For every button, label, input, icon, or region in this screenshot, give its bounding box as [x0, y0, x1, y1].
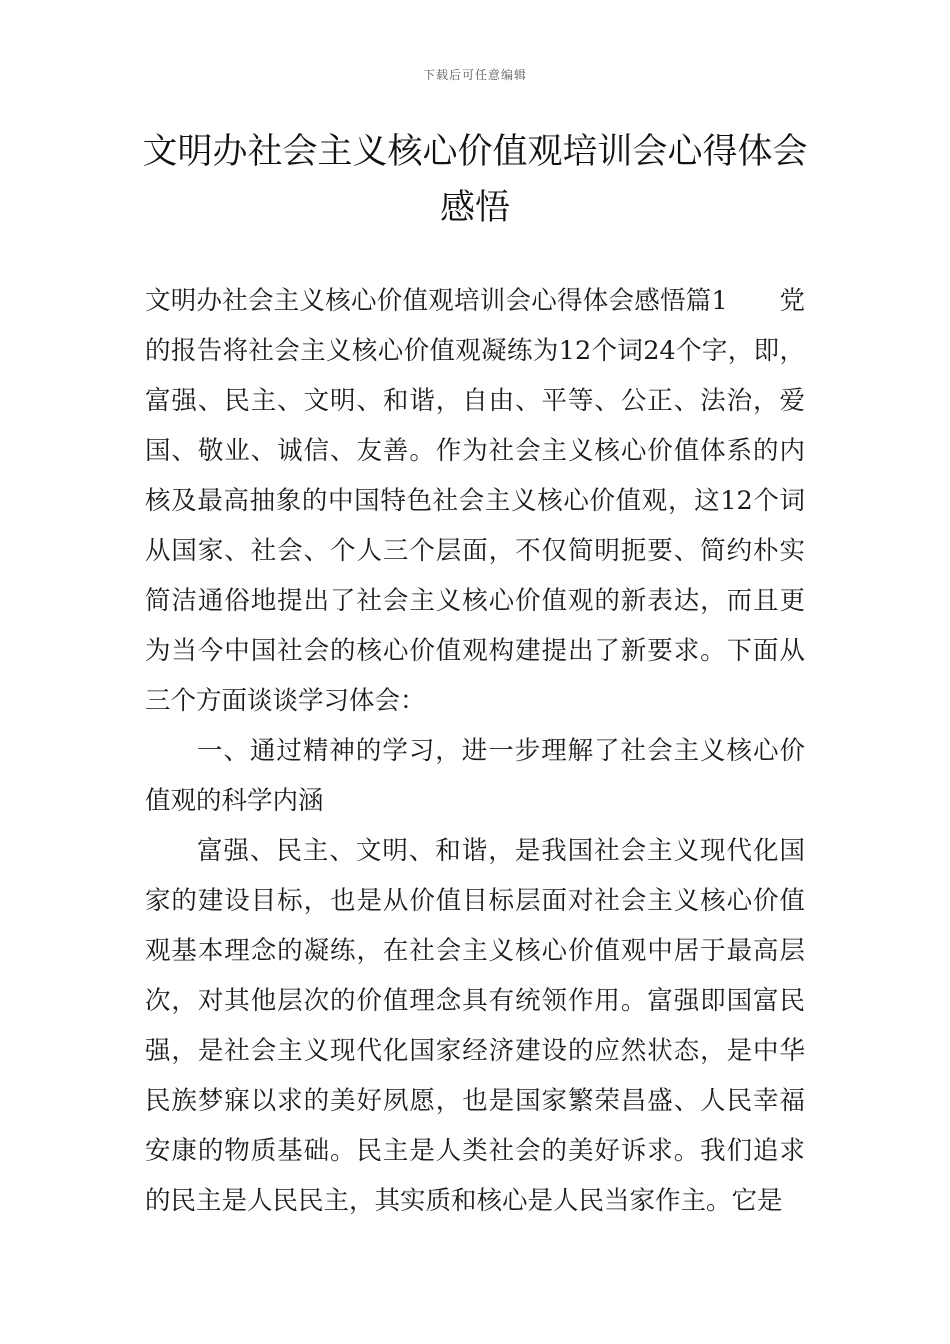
paragraph-intro: 文明办社会主义核心价值观培训会心得体会感悟篇1 党的报告将社会主义核心价值观凝练为12个词24个字，即，富强、民主、文明、和谐，自由、平等、公正、法治，爱国、敬业、诚信、友善。作为社会主义核心价值体系的内核及最高抽象的中国特色社会主义核心价值观，这12个词从国家、社会、个人三个层面，不仅简明扼要、简约朴实简洁通俗地提出了社会主义核心价值观的新表达，而且更为当今中国社会的核心价值观构建提出了新要求。下面从三个方面谈谈学习体会： — [145, 286, 805, 716]
paragraph-section-heading: 一、通过精神的学习，进一步理解了社会主义核心价值观的科学内涵 — [145, 736, 805, 816]
header-note: 下载后可任意编辑 — [422, 68, 527, 82]
document-title: 文明办社会主义核心价值观培训会心得体会感悟 — [142, 132, 808, 228]
paragraph-body: 富强、民主、文明、和谐，是我国社会主义现代化国家的建设目标，也是从价值目标层面对社会主义核心价值观基本理念的凝练，在社会主义核心价值观中居于最高层次，对其他层次的价值理念具有统领作用。富强即国富民强，是社会主义现代化国家经济建设的应然状态，是中华民族梦寐以求的美好夙愿，也是国家繁荣昌盛、人民幸福安康的物质基础。民主是人类社会的美好诉求。我们追求的民主是人民民主，其实质和核心是人民当家作主。它是 — [145, 836, 805, 1216]
document-body — [145, 276, 805, 1226]
